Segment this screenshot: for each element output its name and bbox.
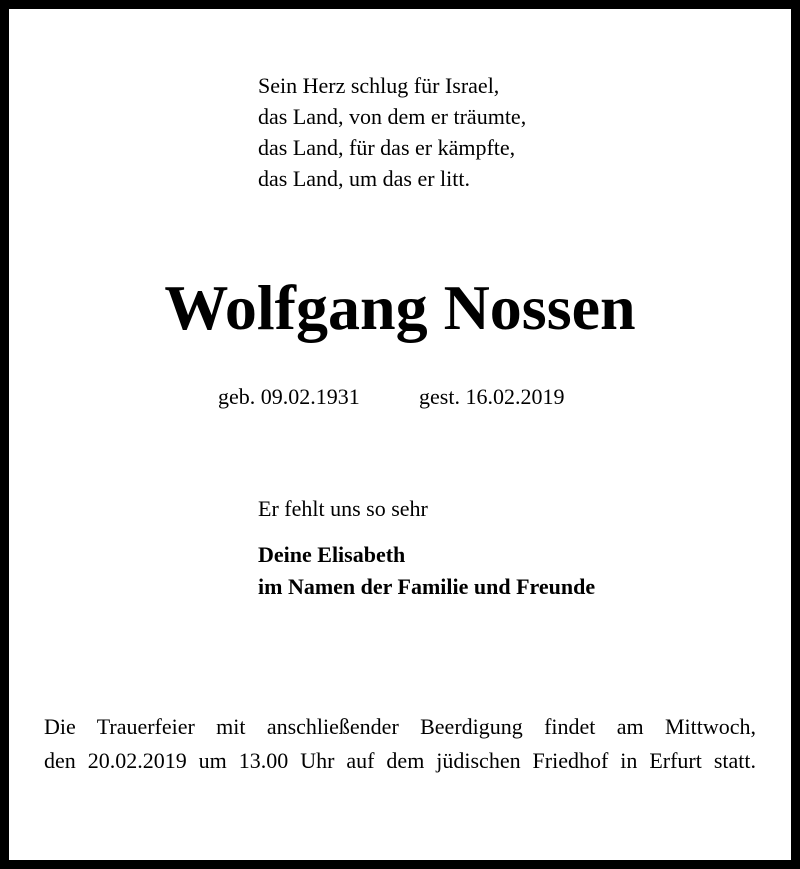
- death-date: gest. 16.02.2019: [419, 384, 565, 409]
- funeral-announcement: [44, 710, 756, 778]
- signature-family: im Namen der Familie und Freunde: [258, 574, 596, 599]
- signature-block: [258, 539, 595, 603]
- memorial-verse: [258, 70, 526, 194]
- condolence-message: Er fehlt uns so sehr: [258, 496, 428, 521]
- verse-line: Sein Herz schlug für Israel,: [258, 73, 500, 98]
- verse-line: das Land, um das er litt.: [258, 166, 471, 191]
- verse-line: das Land, von dem er träumte,: [258, 104, 527, 129]
- signature-name: Deine Elisabeth: [258, 542, 406, 567]
- announcement-line: Die Trauerfeier mit anschließender Beerdigung findet am Mittwoch,: [44, 714, 756, 739]
- deceased-name: Wolfgang Nossen: [164, 272, 636, 343]
- birth-date: geb. 09.02.1931: [218, 384, 360, 409]
- announcement-line: den 20.02.2019 um 13.00 Uhr auf dem jüdischen Friedhof in Erfurt statt.: [44, 748, 756, 773]
- verse-line: das Land, für das er kämpfte,: [258, 135, 516, 160]
